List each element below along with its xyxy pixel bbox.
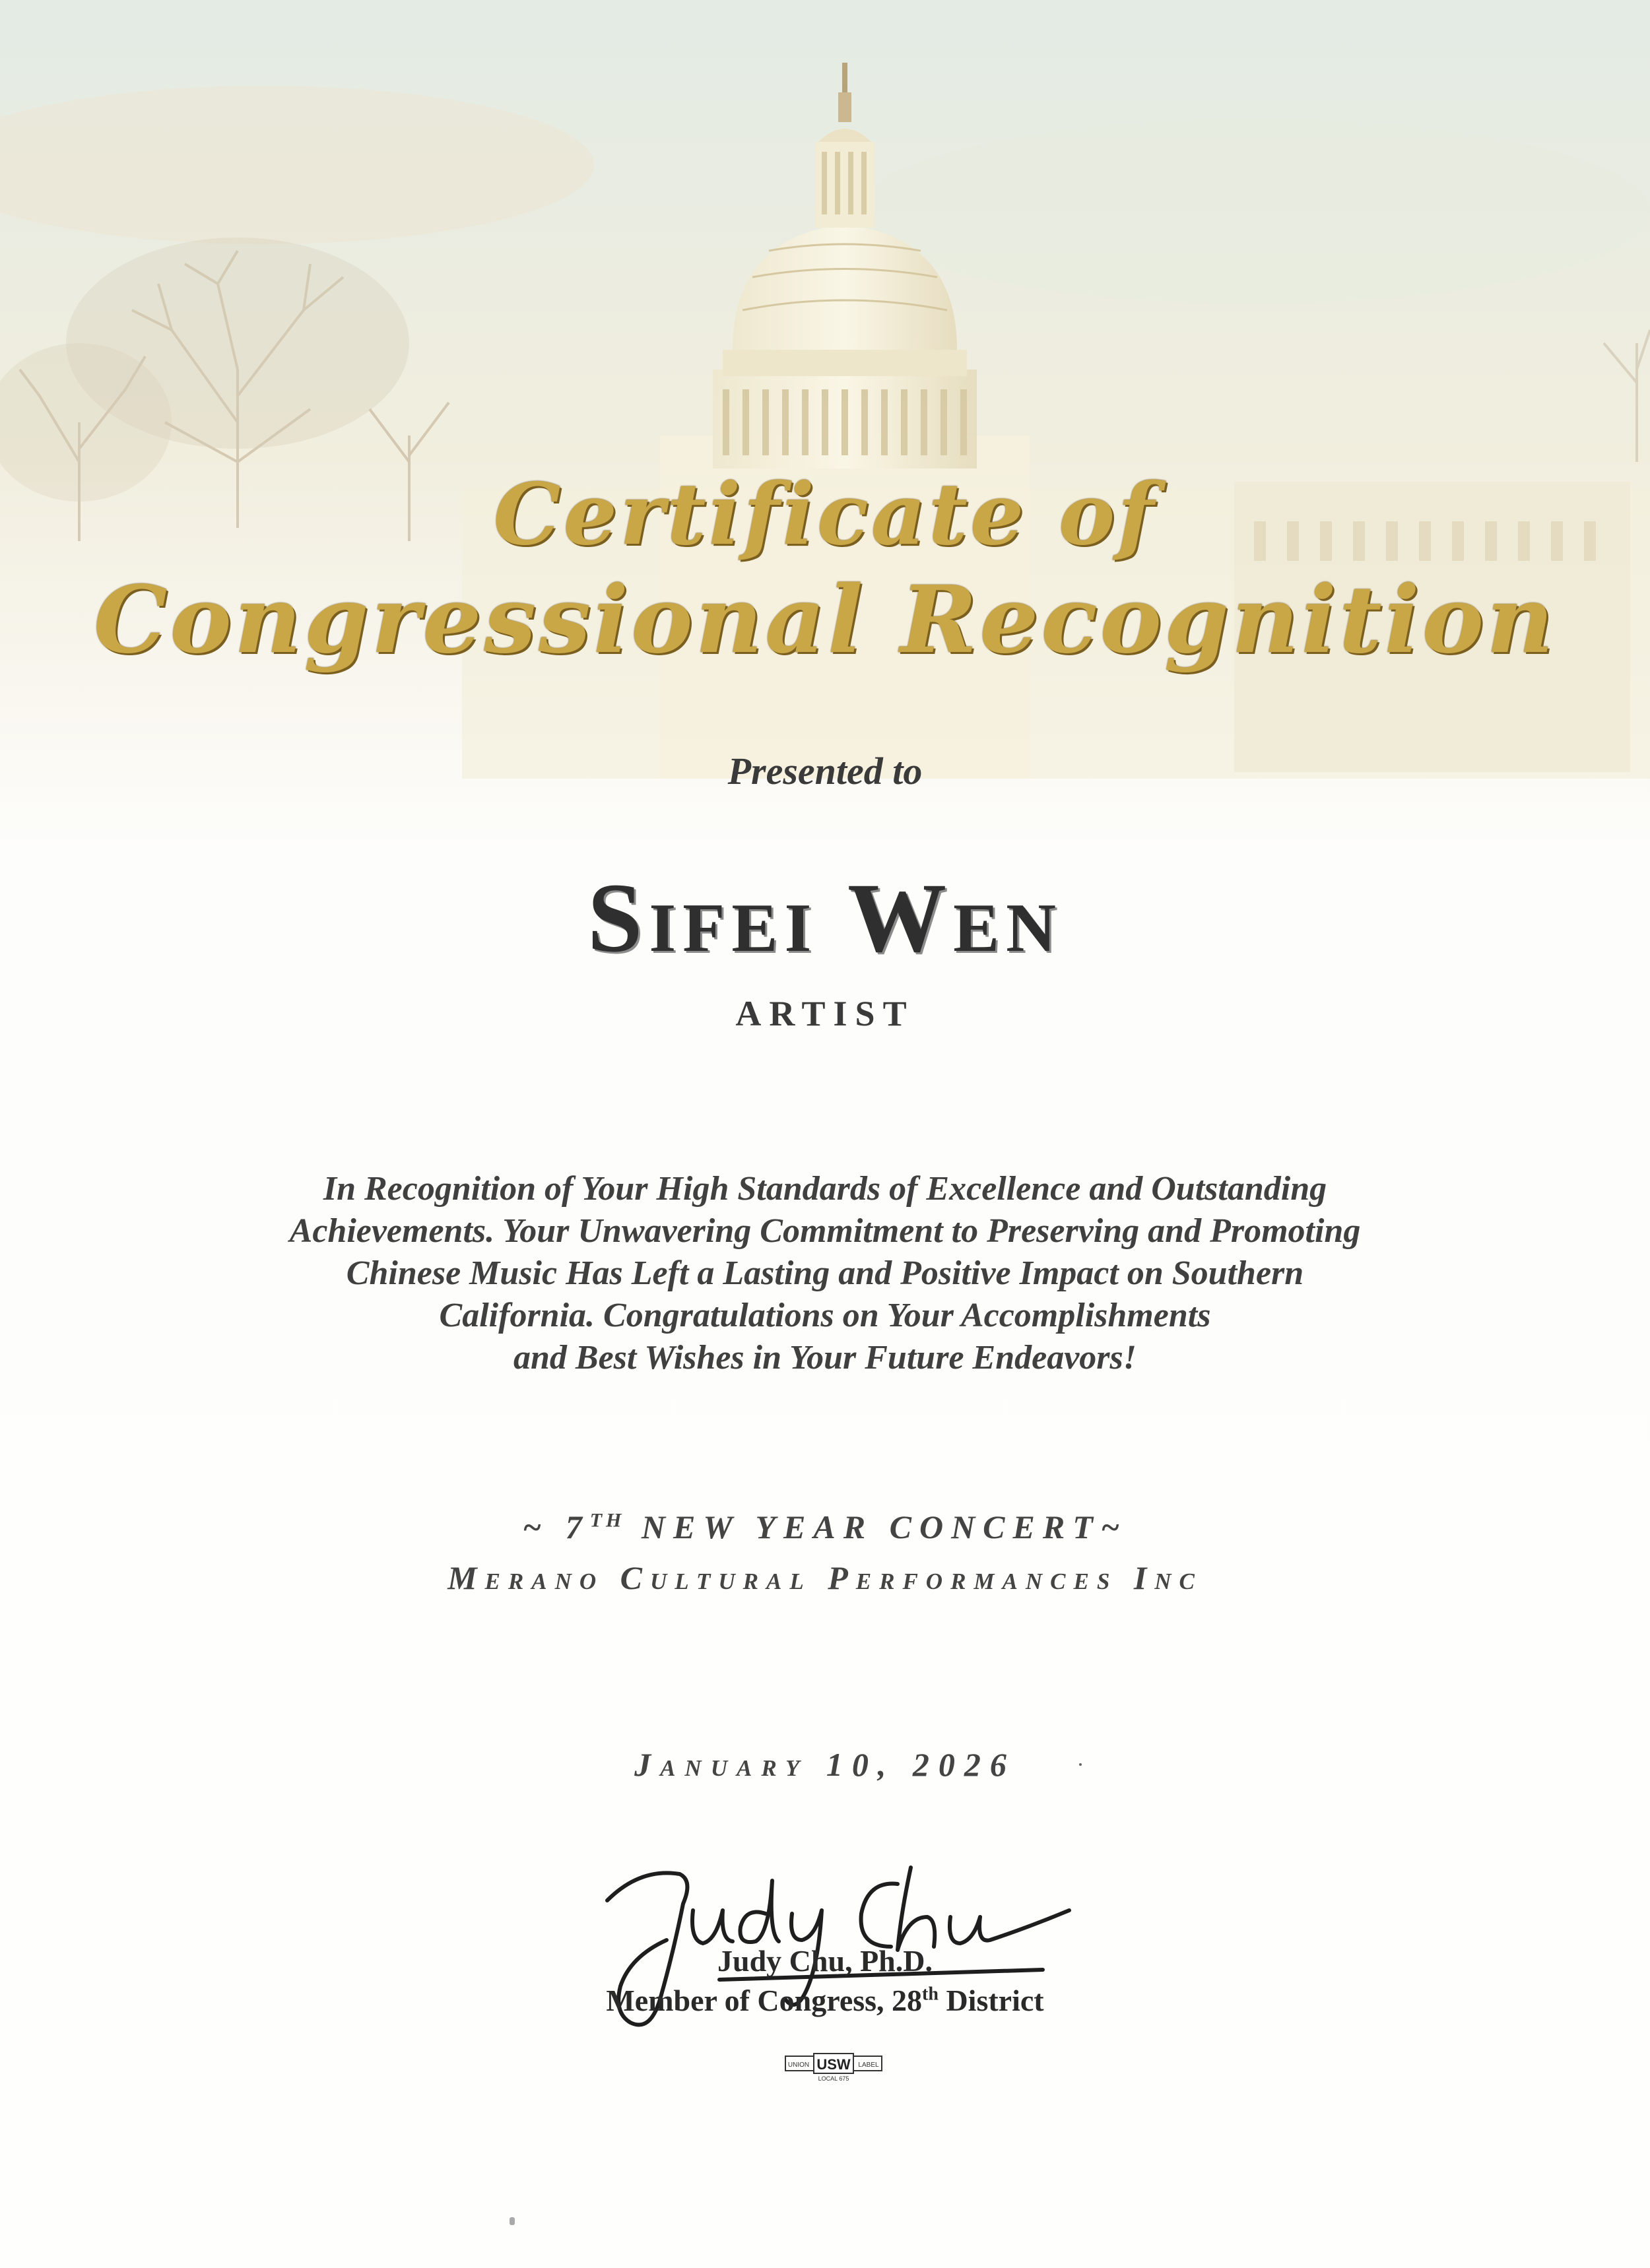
signer-title-end: District [938, 1984, 1044, 2017]
recipient-title: ARTIST [735, 994, 915, 1033]
union-label-bottom: LOCAL 675 [818, 2075, 849, 2082]
recipient-name: Sifei Wen [587, 863, 1063, 973]
citation-line: and Best Wishes in Your Future Endeavors! [513, 1339, 1137, 1377]
event-title: NEW YEAR CONCERT~ [625, 1508, 1128, 1545]
signer-title-suffix: th [922, 1984, 939, 2005]
event-prefix: ~ 7 [522, 1508, 590, 1545]
citation-line: California. Congratulations on Your Accomplishments [439, 1297, 1211, 1334]
event-ordinal-suffix: TH [589, 1509, 626, 1532]
union-label-center: USW [816, 2056, 851, 2073]
certificate-title-line2: Congressional Recognition [94, 566, 1556, 674]
certificate-title-line1: Certificate of [493, 465, 1157, 564]
paper-speck [510, 2217, 515, 2225]
union-label-left: UNION [787, 2061, 810, 2069]
union-label-logo [784, 2051, 883, 2083]
paper-speck [1079, 1763, 1082, 1766]
presented-to-label: Presented to [727, 750, 923, 793]
signer-title-prefix: Member of Congress, 28 [606, 1984, 923, 2017]
certificate-date: January 10, 2026 [634, 1746, 1016, 1783]
citation-line: Achievements. Your Unwavering Commitment to Preserving and Promoting [289, 1212, 1361, 1250]
event-organization: Merano Cultural Performances Inc [447, 1559, 1203, 1596]
citation-line: Chinese Music Has Left a Lasting and Positive Impact on Southern [346, 1254, 1304, 1292]
citation-text [198, 1168, 1452, 1379]
signer-title [0, 1983, 1650, 2018]
union-label-right: LABEL [858, 2061, 879, 2069]
signer-name: Judy Chu, Ph.D. [717, 1944, 933, 1978]
citation-line: In Recognition of Your High Standards of Excellence and Outstanding [323, 1170, 1327, 1208]
event-name [0, 1508, 1650, 1546]
capitol-background-image [0, 0, 1650, 825]
